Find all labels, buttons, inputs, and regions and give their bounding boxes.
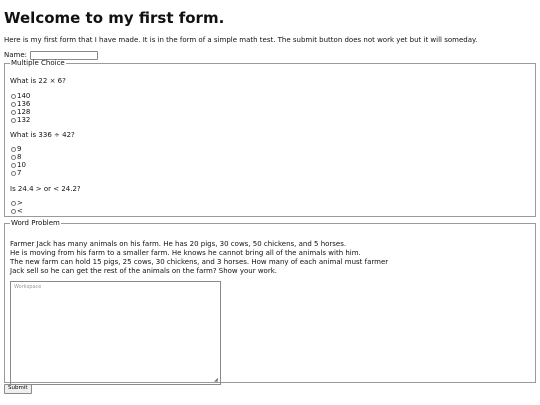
q1-option-2[interactable] bbox=[10, 100, 530, 108]
word-problem-line: Jack sell so he can get the rest of the animals on the farm? Show your work. bbox=[10, 267, 278, 276]
intro-text: Here is my first form that I have made. It is in the form of a simple math test. The submit button does not work yet but it will someday. bbox=[4, 35, 478, 44]
question-2-text: What is 336 ÷ 42? bbox=[10, 131, 75, 139]
q2-option-1[interactable] bbox=[10, 146, 530, 154]
radio-button[interactable] bbox=[11, 171, 16, 176]
option-label: 10 bbox=[17, 161, 26, 170]
option-label: 128 bbox=[17, 107, 31, 116]
workspace-textarea[interactable] bbox=[10, 281, 221, 385]
page-title: Welcome to my first form. bbox=[4, 9, 225, 27]
radio-button[interactable] bbox=[11, 110, 16, 115]
q1-option-1[interactable] bbox=[10, 92, 530, 100]
option-label: < bbox=[17, 207, 23, 216]
option-label: 132 bbox=[17, 115, 31, 124]
radio-button[interactable] bbox=[11, 155, 16, 160]
radio-button[interactable] bbox=[11, 201, 16, 206]
q2-option-3[interactable] bbox=[10, 162, 530, 170]
option-label: 7 bbox=[17, 169, 22, 178]
question-1 bbox=[10, 77, 530, 124]
multiple-choice-fieldset bbox=[4, 60, 536, 217]
workspace-placeholder: Workspace bbox=[14, 284, 42, 291]
question-3-text: Is 24.4 > or < 24.2? bbox=[10, 184, 81, 193]
resize-grip-icon[interactable]: ◢ bbox=[214, 377, 218, 384]
question-1-text: What is 22 × 6? bbox=[10, 77, 66, 86]
q3-option-1[interactable] bbox=[10, 200, 530, 208]
name-label: Name: bbox=[4, 51, 28, 60]
q2-option-2[interactable] bbox=[10, 154, 530, 162]
word-problem-fieldset bbox=[4, 220, 536, 383]
radio-button[interactable] bbox=[11, 209, 16, 214]
word-problem-legend: Word Problem bbox=[11, 219, 60, 228]
option-label: 140 bbox=[17, 91, 31, 100]
option-label: 9 bbox=[17, 145, 22, 154]
multiple-choice-legend: Multiple Choice bbox=[11, 59, 65, 68]
word-problem-line: Farmer Jack has many animals on his farm. He has 20 pigs, 30 cows, 50 chickens, and 5 horses. bbox=[10, 240, 347, 249]
option-label: 136 bbox=[17, 99, 31, 108]
question-2 bbox=[10, 131, 530, 178]
word-problem-line: The new farm can hold 15 pigs, 25 cows, 30 chickens, and 3 horses. How many of each animal must farmer bbox=[10, 258, 389, 267]
q2-option-4[interactable] bbox=[10, 170, 530, 178]
word-problem-text bbox=[10, 240, 530, 276]
question-3 bbox=[10, 185, 530, 216]
option-label: > bbox=[17, 199, 23, 208]
q1-option-3[interactable] bbox=[10, 108, 530, 116]
radio-button[interactable] bbox=[11, 163, 16, 168]
question-3-options bbox=[10, 200, 530, 216]
option-label: 8 bbox=[17, 153, 22, 162]
radio-button[interactable] bbox=[11, 147, 16, 152]
word-problem-line: He is moving from his farm to a smaller farm. He knows he cannot bring all of the animals with him. bbox=[10, 249, 361, 258]
question-1-options bbox=[10, 92, 530, 124]
radio-button[interactable] bbox=[11, 94, 16, 99]
radio-button[interactable] bbox=[11, 118, 16, 123]
q1-option-4[interactable] bbox=[10, 116, 530, 124]
q3-option-2[interactable] bbox=[10, 208, 530, 216]
radio-button[interactable] bbox=[11, 102, 16, 107]
question-2-options bbox=[10, 146, 530, 178]
submit-button[interactable]: Submit bbox=[4, 384, 32, 394]
